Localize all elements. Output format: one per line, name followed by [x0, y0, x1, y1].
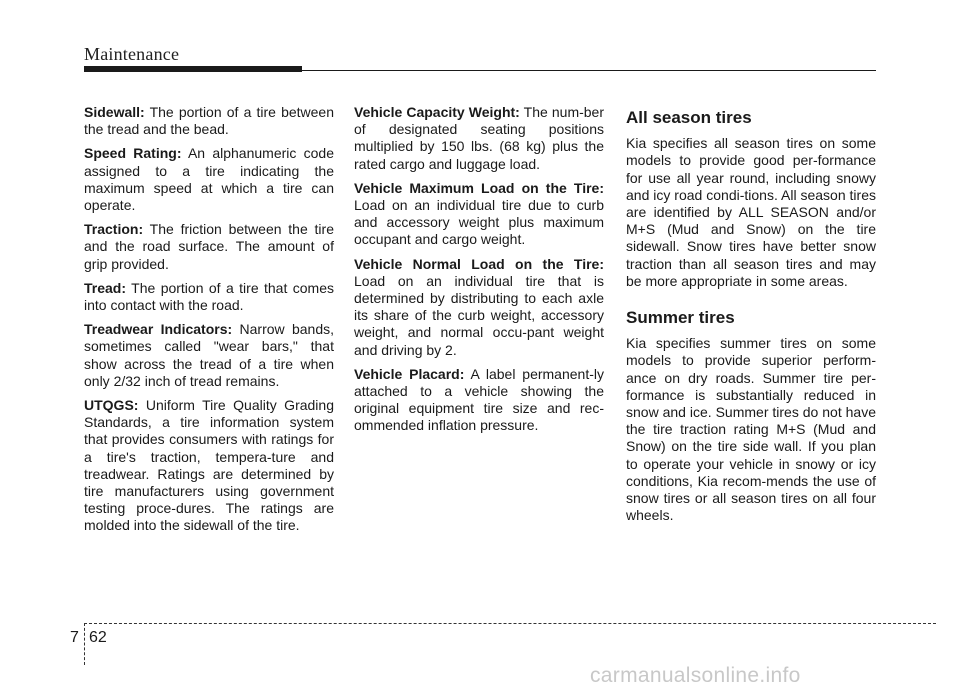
tire-types-column — [626, 109, 876, 531]
definition-text: An alphanumeric code assigned to a tire indicating the maximum speed at which a tire can operate. — [84, 145, 334, 214]
glossary-column-1 — [84, 104, 334, 542]
definition-text: Uniform Tire Quality Grading Standards, a tire information system that provides consumers with ratings for a tire's traction, tempera-ture and treadwear. Ratings are determined by tire manufacturers using government testing proce-dures. The ratings are molded into the sidewall of the tire. — [84, 397, 334, 534]
definition-treadwear-indicators — [84, 321, 334, 390]
chapter-number: 7 — [70, 629, 79, 646]
definition-traction — [84, 221, 334, 273]
definition-vehicle-maximum-load — [354, 180, 604, 249]
term: Tread: — [84, 279, 127, 296]
summer-tires-heading: Summer tires — [626, 308, 735, 328]
all-season-tires-heading: All season tires — [626, 108, 752, 127]
definition-vehicle-normal-load — [354, 256, 604, 359]
definition-tread — [84, 280, 334, 314]
definition-text: The friction between the tire and the road surface. The amount of grip provided. — [84, 221, 334, 272]
watermark: carmanualsonline.info — [590, 664, 801, 687]
summer-tires-body: Kia specifies summer tires on some models to provide superior perform-ance on dry roads. Summer tire per-formance is substantially reduced in snow and ice. Summer tires do not have the tire traction rating M+S (Mud and Snow) on the tire side wall. If you plan to operate your vehicle in snowy or icy conditions, Kia recom-mends the use of snow tires or all season tires on all four wheels. — [626, 335, 876, 524]
definition-text: The portion of a tire between the tread and the bead. — [84, 104, 334, 138]
term: Vehicle Placard: — [354, 365, 465, 382]
footer-rule — [84, 623, 936, 624]
definition-text: Load on an individual tire due to curb and accessory weight plus maximum occupant and cargo weight. — [354, 197, 604, 248]
term: Traction: — [84, 221, 144, 238]
definition-text: Load on an individual tire that is determined by distributing to each axle its share of the curb weight, accessory weight, and normal occu-pant weight and driving by 2. — [354, 272, 604, 358]
glossary-column-2 — [354, 104, 604, 442]
header-rule-thin — [302, 70, 876, 71]
term: UTQGS: — [84, 397, 139, 414]
page-number: 62 — [89, 629, 107, 646]
definition-speed-rating — [84, 145, 334, 214]
definition-vehicle-capacity-weight — [354, 104, 604, 173]
definition-text: A label permanent-ly attached to a vehicle showing the original equipment tire size and rec-ommended inflation pressure. — [354, 365, 604, 434]
definition-sidewall — [84, 104, 334, 138]
definition-utqgs — [84, 397, 334, 535]
term: Vehicle Maximum Load on the Tire: — [354, 179, 604, 196]
term: Treadwear Indicators: — [84, 321, 233, 338]
all-season-tires-body: Kia specifies all season tires on some models to provide good per-formance for use all year round, including snowy and icy road condi-tions. All season tires are identified by ALL SEASON and/or M+S (Mud and Snow) on the tire sidewall. Snow tires have better snow traction than all season tires and may be more appropriate in some areas. — [626, 135, 876, 289]
definition-text: Narrow bands, sometimes called "wear bars," that show across the tread of a tire when only 2/32 inch of tread remains. — [84, 321, 334, 389]
definition-vehicle-placard — [354, 366, 604, 435]
term: Vehicle Normal Load on the Tire: — [354, 255, 604, 272]
footer-divider — [84, 623, 85, 665]
header-rule-thick — [84, 66, 302, 72]
section-title: Maintenance — [84, 44, 180, 64]
term: Vehicle Capacity Weight: — [354, 104, 520, 120]
term: Speed Rating: — [84, 145, 182, 162]
definition-text: The num-ber of designated seating positions multiplied by 150 lbs. (68 kg) plus the rated cargo and luggage load. — [354, 104, 604, 172]
term: Sidewall: — [84, 104, 145, 120]
definition-text: The portion of a tire that comes into contact with the road. — [84, 279, 334, 314]
